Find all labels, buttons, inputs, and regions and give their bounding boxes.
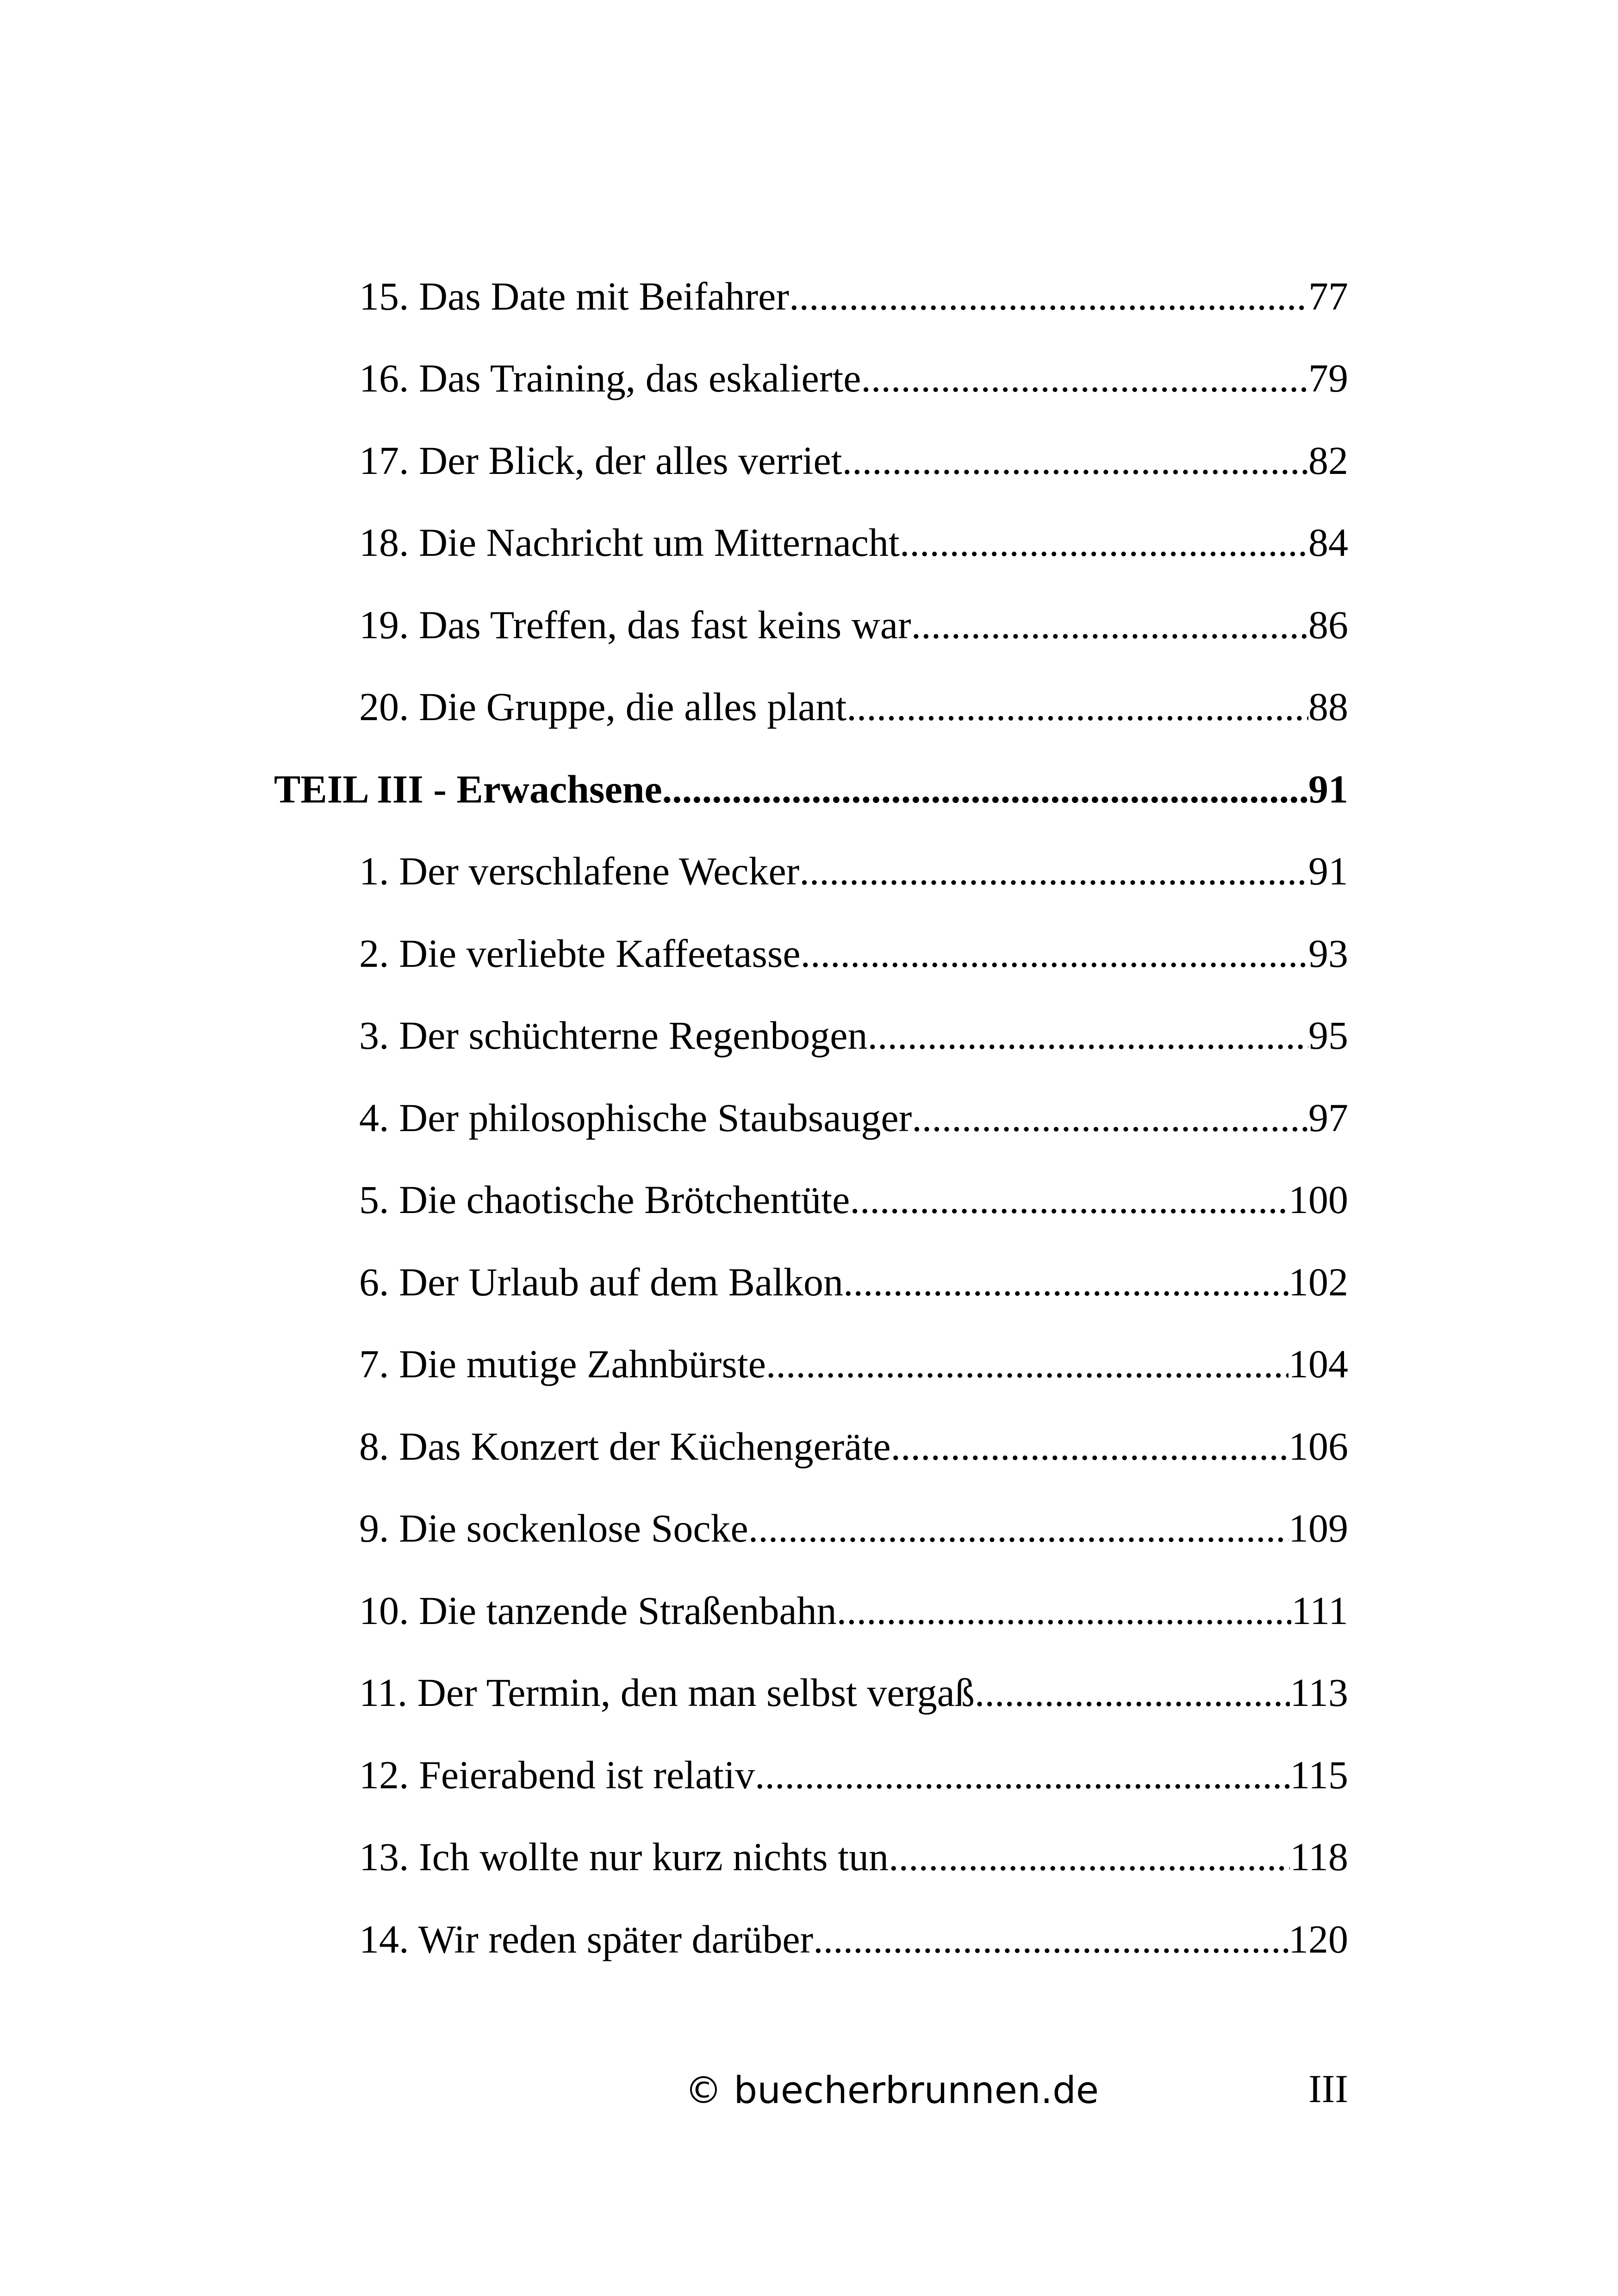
toc-dot-leader — [813, 1911, 1288, 1967]
toc-entry-title: 18. Die Nachricht um Mitternacht — [359, 520, 900, 565]
toc-entry — [359, 1336, 1348, 1392]
toc-entry-title: 11. Der Termin, den man selbst vergaß — [359, 1670, 975, 1715]
toc-entry — [359, 1665, 1348, 1720]
toc-entry — [359, 597, 1348, 653]
toc-part-heading — [274, 761, 1348, 817]
toc-dot-leader — [861, 350, 1308, 406]
toc-dot-leader — [755, 1747, 1290, 1803]
toc-entry-title: 1. Der verschlafene Wecker — [359, 849, 800, 893]
toc-entry-page: 93 — [1308, 931, 1348, 976]
toc-entry — [359, 515, 1348, 570]
toc-entry — [359, 926, 1348, 981]
toc-entry — [359, 1419, 1348, 1474]
toc-entry — [359, 1090, 1348, 1145]
toc-dot-leader — [748, 1500, 1288, 1556]
toc-dot-leader — [891, 1419, 1288, 1474]
toc-entry-page: 104 — [1288, 1342, 1348, 1386]
toc-entry-page: 115 — [1290, 1753, 1348, 1797]
toc-entry-title: 7. Die mutige Zahnbürste — [359, 1342, 766, 1386]
toc-entry — [359, 1500, 1348, 1556]
toc-dot-leader — [837, 1583, 1292, 1638]
toc-entry — [359, 1254, 1348, 1310]
toc-entry-page: 84 — [1308, 520, 1348, 565]
toc-entry-title: 9. Die sockenlose Socke — [359, 1506, 748, 1550]
toc-part-title: TEIL III - Erwachsene — [274, 767, 662, 811]
toc-entry-page: 79 — [1308, 356, 1348, 400]
toc-entry-title: 6. Der Urlaub auf dem Balkon — [359, 1260, 844, 1304]
toc-entry — [359, 433, 1348, 488]
toc-entry-title: 14. Wir reden später darüber — [359, 1917, 814, 1961]
toc-entry — [359, 1911, 1348, 1967]
toc-entry-page: 120 — [1288, 1917, 1348, 1961]
toc-entry-page: 95 — [1308, 1013, 1348, 1058]
toc-entry-title: 17. Der Blick, der alles verriet — [359, 438, 842, 483]
toc-entry-title: 2. Die verliebte Kaffeetasse — [359, 931, 801, 976]
toc-dot-leader — [662, 761, 1308, 817]
toc-entry — [359, 1583, 1348, 1638]
toc-entry — [359, 843, 1348, 899]
toc-entry — [359, 1829, 1348, 1885]
toc-entry-title: 20. Die Gruppe, die alles plant — [359, 684, 847, 729]
footer-page-number: III — [1308, 2066, 1348, 2111]
toc-entry-title: 12. Feierabend ist relativ — [359, 1753, 755, 1797]
toc-dot-leader — [842, 433, 1308, 488]
toc-entry-page: 106 — [1288, 1424, 1348, 1468]
toc-dot-leader — [799, 843, 1308, 899]
toc-entry-page: 102 — [1288, 1260, 1348, 1304]
toc-entry — [359, 1008, 1348, 1063]
toc-entry-page: 86 — [1308, 603, 1348, 647]
toc-entry — [359, 1747, 1348, 1803]
toc-dot-leader — [889, 1829, 1290, 1885]
toc-dot-leader — [766, 1336, 1288, 1392]
toc-part-page: 91 — [1308, 767, 1348, 811]
toc-dot-leader — [975, 1665, 1290, 1720]
toc-entry-page: 97 — [1308, 1095, 1348, 1140]
toc-entry — [359, 350, 1348, 406]
toc-dot-leader — [911, 597, 1308, 653]
toc-entry-title: 19. Das Treffen, das fast keins war — [359, 603, 911, 647]
toc-entry-title: 5. Die chaotische Brötchentüte — [359, 1177, 850, 1222]
toc-entry-page: 100 — [1288, 1177, 1348, 1222]
toc-dot-leader — [850, 1172, 1288, 1227]
footer-copyright: © buecherbrunnen.de — [685, 2069, 1099, 2112]
toc-entry-page: 111 — [1291, 1588, 1348, 1633]
toc-entry — [359, 268, 1348, 324]
toc-entry-title: 10. Die tanzende Straßenbahn — [359, 1588, 837, 1633]
toc-dot-leader — [789, 268, 1308, 324]
toc-entry-title: 13. Ich wollte nur kurz nichts tun — [359, 1835, 889, 1879]
toc-dot-leader — [867, 1008, 1308, 1063]
toc-entry-page: 118 — [1290, 1835, 1348, 1879]
toc-dot-leader — [846, 679, 1308, 734]
toc-entry-page: 109 — [1288, 1506, 1348, 1550]
toc-dot-leader — [900, 515, 1308, 570]
toc-entry-title: 16. Das Training, das eskalierte — [359, 356, 861, 400]
toc-entry — [359, 679, 1348, 734]
toc-entry-page: 88 — [1308, 684, 1348, 729]
toc-entry — [359, 1172, 1348, 1227]
toc-entry-page: 113 — [1290, 1670, 1348, 1715]
toc-entry-title: 4. Der philosophische Staubsauger — [359, 1095, 912, 1140]
toc-entry-title: 8. Das Konzert der Küchengeräte — [359, 1424, 891, 1468]
toc-dot-leader — [801, 926, 1308, 981]
toc-dot-leader — [912, 1090, 1308, 1145]
toc-entry-page: 77 — [1308, 274, 1348, 318]
toc-entry-page: 91 — [1308, 849, 1348, 893]
toc-entry-title: 15. Das Date mit Beifahrer — [359, 274, 789, 318]
toc-entry-title: 3. Der schüchterne Regenbogen — [359, 1013, 868, 1058]
toc-entry-page: 82 — [1308, 438, 1348, 483]
toc-dot-leader — [843, 1254, 1288, 1310]
